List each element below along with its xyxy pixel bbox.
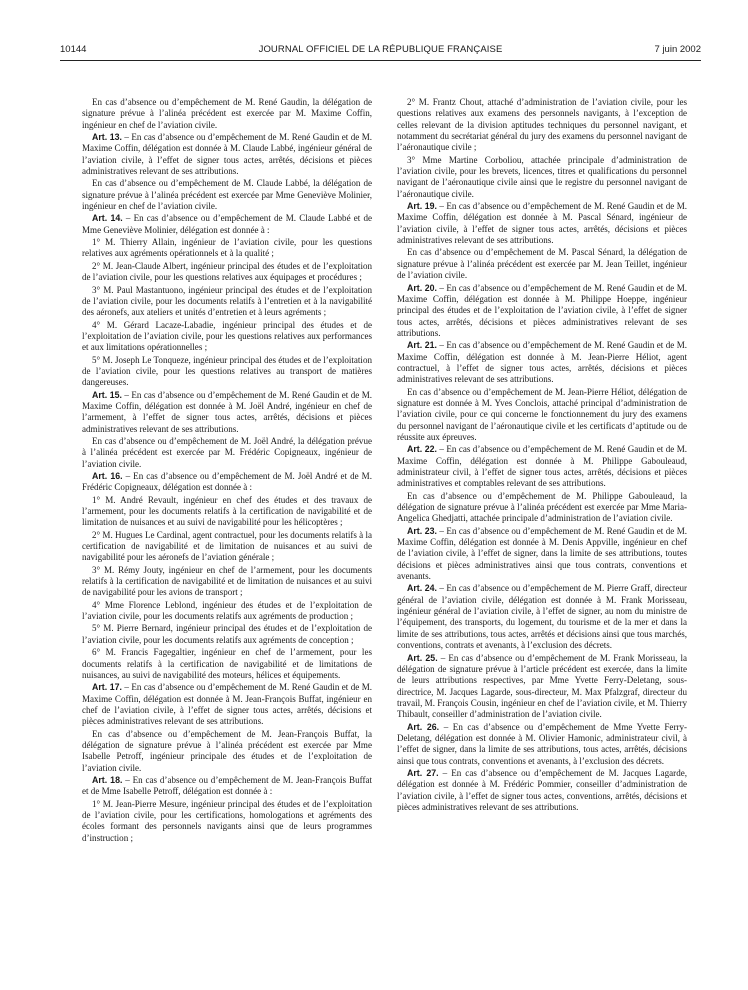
page-number: 10144	[60, 44, 87, 55]
article-number: Art. 22.	[407, 444, 437, 455]
paragraph	[82, 729, 372, 774]
article-number: Art. 19.	[407, 201, 437, 212]
article-number: Art. 26.	[407, 721, 440, 732]
paragraph-text: – En cas d’absence ou d’empêchement de M. Jacques Lagarde, délégation est donnée à M. Frédéric Pommier, conseiller d’administration de l’aviation civile, à l’effet de signer tous actes, conventions, arrêtés, décisions et pièces administratives relevant de ses attributions.	[397, 767, 687, 812]
paragraph-text: – En cas d’absence ou d’empêchement de M. Pierre Graff, directeur général de l’aviation civile, délégation est donnée à M. Frank Morisseau, ingénieur général de l’aviation civile, à l’effet de signer, au nom du ministre de l’équipement, des transports, du logement, du tourisme et de la mer et dans la limite de ses attributions, tous actes, arrêtés et décisions ainsi que tous marchés, conventions, contrats et avenants, à l’exclusion des décrets.	[397, 583, 687, 651]
paragraph-text: En cas d’absence ou d’empêchement de M. René Gaudin, la délégation de signature prévue à l’alinéa précédent est exercée par M. Maxime Coffin, ingénieur en chef de l’aviation civile.	[82, 97, 372, 130]
paragraph-text: En cas d’absence ou d’empêchement de M. Pascal Sénard, la délégation de signature prévue à l’alinéa précédent est exercée par M. Jean Teillet, ingénieur de l’aviation civile.	[397, 247, 687, 281]
paragraph	[397, 387, 687, 444]
paragraph-text: 3° Mme Martine Corboliou, attachée principale d’administration de l’aviation civile, pour les brevets, licences, titres et qualifications du personnel navigant de l’aéronautique civile ainsi que le registre du personnel navigant de l’aéronautique civile.	[397, 154, 687, 199]
paragraph	[82, 320, 372, 354]
issue-date: 7 juin 2002	[654, 44, 701, 55]
article-number: Art. 18.	[92, 774, 123, 785]
paragraph-text: En cas d’absence ou d’empêchement de M. Jean-François Buffat, la délégation de signature prévue à l’alinéa précédent est exercée par Mme Isabelle Petroff, ingénieur principale des études et de l’exploitation de l’aviation civile.	[82, 728, 372, 773]
paragraph-text: 4° M. Gérard Lacaze-Labadie, ingénieur principal des études et de l’exploitation de l’aviation civile, pour les questions relatives aux performances et aux limitations opérationnelles ;	[82, 319, 372, 353]
article-number: Art. 14.	[92, 213, 123, 224]
paragraph	[82, 565, 372, 599]
article-number: Art. 21.	[407, 340, 437, 351]
paragraph-text: 1° M. André Revault, ingénieur en chef des études et des travaux de l’armement, pour les documents relatifs à la certification de navigabilité et de limitation de nuisances et au suivi de navigabilité pour les hélicoptères ;	[82, 494, 372, 528]
paragraph	[82, 97, 372, 131]
paragraph-text: 3° M. Paul Mastantuono, ingénieur principal des études et de l’exploitation de l’aviation civile, pour les documents relatifs à l’entretien et à la navigabilité des aéronefs, aux ateliers et unités d’entretien et à leurs agréments ;	[82, 284, 372, 318]
article-number: Art. 27.	[407, 767, 439, 778]
paragraph-text: 5° M. Pierre Bernard, ingénieur principal des études et de l’exploitation de l’aviation civile, pour les documents relatifs aux agréments de conception ;	[82, 623, 372, 645]
paragraph	[82, 799, 372, 844]
paragraph-text: – En cas d’absence ou d’empêchement de M. René Gaudin et de M. Maxime Coffin, délégation est donnée à M. Denis Appville, ingénieur en chef de l’aviation civile, à l’effet de signer, dans la limite de ses attributions, toutes décisions et pièces administratives ainsi que tous contrats, conventions et avenants.	[397, 525, 687, 582]
article-paragraph	[82, 390, 372, 435]
article-paragraph	[397, 444, 687, 489]
paragraph-text: – En cas d’absence ou d’empêchement de M. Claude Labbé et de Mme Geneviève Molinier, délégation est donnée à :	[82, 213, 372, 235]
left-column	[82, 97, 372, 845]
paragraph-text: – En cas d’absence ou d’empêchement de M. René Gaudin et de M. Maxime Coffin, délégation est donnée à M. Joël André, ingénieur en chef de l’armement, à l’effet de signer tous actes, arrêtés, décisions et pièces administratives relevant de ses attributions.	[82, 389, 372, 434]
paragraph-text: 2° M. Jean-Claude Albert, ingénieur principal des études et de l’exploitation de l’aviation civile, pour les questions relatives aux équipages et procédures ;	[82, 260, 372, 283]
article-number: Art. 17.	[92, 682, 122, 693]
paragraph-text: 4° Mme Florence Leblond, ingénieur des études et de l’exploitation de l’aviation civile, pour les documents relatifs aux agréments de production ;	[82, 599, 372, 622]
paragraph	[82, 600, 372, 623]
paragraph-text: 1° M. Jean-Pierre Mesure, ingénieur principal des études et de l’exploitation de l’aviation civile, pour les certifications, homologations et agréments des écoles formant des personnels navigants ainsi que de leurs programmes d’instruction ;	[82, 798, 372, 843]
article-paragraph	[82, 471, 372, 494]
article-number: Art. 23.	[407, 525, 437, 536]
article-number: Art. 24.	[407, 583, 437, 594]
article-number: Art. 15.	[92, 389, 122, 400]
article-number: Art. 20.	[407, 282, 437, 293]
article-paragraph	[82, 682, 372, 727]
paragraph-text: – En cas d’absence ou d’empêchement de Mme Yvette Ferry-Deletang, délégation est donnée à M. Olivier Hamonic, administrateur civil, à l’effet de signer, dans la limite de ses attributions, tous actes, arrêtés, décisions ainsi que tous contrats, conventions et avenants, à l’exclusion des décrets.	[397, 721, 688, 766]
paragraph-text: En cas d’absence ou d’empêchement de M. Claude Labbé, la délégation de signature prévue à l’alinéa précédent est exercée par Mme Geneviève Molinier, ingénieur en chef de l’aviation civile.	[82, 178, 372, 212]
paragraph	[397, 247, 687, 281]
article-number: Art. 25.	[407, 652, 438, 663]
journal-title: JOURNAL OFFICIEL DE LA RÉPUBLIQUE FRANÇAISE	[258, 44, 503, 55]
paragraph-text: 2° M. Frantz Chout, attaché d’administration de l’aviation civile, pour les questions relatives aux examens des personnels navigants, à l’exception de celles relevant de la division aptitudes techniques du personnel navigant, et notamment du secrétariat général du jury des examens du personnel navigant de l’aéronautique civile ;	[397, 97, 687, 153]
paragraph-text: En cas d’absence ou d’empêchement de M. Philippe Gabouleaud, la délégation de signature prévue à l’alinéa précédent est exercée par Mme Maria-Angelica Ghedjatti, attachée principale d’administration de l’aviation civile.	[397, 490, 687, 524]
paragraph-text: – En cas d’absence ou d’empêchement de M. Jean-François Buffat et de Mme Isabelle Petroff, délégation est donnée à :	[82, 774, 372, 797]
paragraph-text: En cas d’absence ou d’empêchement de M. Joël André, la délégation prévue à l’alinéa précédent est exercée par M. Frédéric Copigneaux, ingénieur de l’aviation civile.	[82, 435, 372, 469]
article-paragraph	[397, 583, 687, 651]
right-column	[397, 97, 687, 814]
article-paragraph	[397, 526, 687, 583]
paragraph	[82, 647, 372, 681]
paragraph-text: – En cas d’absence ou d’empêchement de M. René Gaudin et de M. Maxime Coffin, délégation est donnée à M. Philippe Hoeppe, ingénieur principal des études et de l’exploitation de l’aviation civile, à l’effet de signer tous actes, arrêtés, décisions et pièces administratives relevant de ses attributions.	[397, 282, 687, 338]
paragraph	[397, 97, 687, 154]
header-rule	[60, 60, 701, 61]
paragraph-text: En cas d’absence ou d’empêchement de M. Jean-Pierre Héliot, délégation de signature est donnée à M. Yves Conclois, attaché principal d’administration de l’aviation civile, pour ce qui concerne le fonctionnement du jury des examens du personnel navigant de l’aéronautique civile et les certificats d’aptitude ou de réussite aux épreuves.	[397, 386, 687, 442]
paragraph-text: – En cas d’absence ou d’empêchement de M. Frank Morisseau, la délégation de signature prévue à l’article précédent est exercée, dans la limite de leurs attributions respectives, par Mme Yvette Ferry-Deletang, sous-directrice, M. Jacques Lagarde, sous-directeur, M. Max Pfalzgraf, directeur du travail, M. François Cousin, ingénieur en chef de l’aviation civile, et M. Thierry Thibault, conseiller d’administration de l’aviation civile.	[397, 652, 687, 720]
paragraph-text: – En cas d’absence ou d’empêchement de M. Joël André et de M. Frédéric Copigneaux, délégation est donnée à :	[82, 471, 372, 493]
paragraph-text: – En cas d’absence ou d’empêchement de M. René Gaudin et de M. Maxime Coffin, délégation est donnée à M. Claude Labbé, ingénieur général de l’aviation civile, à l’effet de signer tous actes, arrêtés, décisions et pièces administratives relevant de ses attributions.	[82, 132, 372, 177]
paragraph-text: – En cas d’absence ou d’empêchement de M. René Gaudin et de M. Maxime Coffin, délégation est donnée à M. Pascal Sénard, ingénieur de l’aviation civile, à l’effet de signer tous actes, arrêtés, décisions et pièces administratives relevant de ses attributions.	[397, 201, 687, 246]
paragraph	[82, 261, 372, 284]
paragraph-text: 3° M. Rémy Jouty, ingénieur en chef de l’armement, pour les documents relatifs à la certification de navigabilité et de limitation de nuisances et au suivi de navigabilité pour les avions de transport ;	[82, 564, 372, 598]
article-paragraph	[82, 132, 372, 177]
paragraph-text: – En cas d’absence ou d’empêchement de M. René Gaudin et de M. Maxime Coffin, délégation est donnée à M. Jean-Pierre Héliot, agent contractuel, à l’effet de signer tous actes, arrêtés, décisions et pièces administratives relevant de ses attributions.	[397, 340, 687, 385]
paragraph-text: 1° M. Thierry Allain, ingénieur de l’aviation civile, pour les questions relatives aux agréments opérationnels et à la qualité ;	[82, 237, 372, 259]
article-paragraph	[397, 201, 687, 246]
paragraph-text: 2° M. Hugues Le Cardinal, agent contractuel, pour les documents relatifs à la certification de navigabilité et de limitation de nuisances et au suivi de navigabilité pour les aéronefs de l’aviation générale ;	[82, 529, 372, 563]
paragraph	[82, 623, 372, 646]
paragraph	[82, 355, 372, 389]
article-paragraph	[397, 722, 687, 767]
article-paragraph	[82, 775, 372, 798]
paragraph	[82, 237, 372, 260]
paragraph	[82, 436, 372, 470]
paragraph	[82, 178, 372, 212]
paragraph	[397, 155, 687, 200]
article-number: Art. 16.	[92, 471, 123, 481]
article-paragraph	[82, 213, 372, 236]
page-header	[60, 44, 701, 58]
article-number: Art. 13.	[92, 132, 122, 143]
paragraph	[82, 530, 372, 564]
article-paragraph	[397, 653, 687, 721]
paragraph	[397, 491, 687, 525]
article-paragraph	[397, 768, 687, 813]
paragraph	[82, 495, 372, 529]
article-paragraph	[397, 283, 687, 340]
paragraph-text: – En cas d’absence ou d’empêchement de M. René Gaudin et de M. Maxime Coffin, délégation est donnée à M. Philippe Gabouleaud, administrateur civil, à l’effet de signer tous actes, arrêtés, décisions et pièces administratives et comptables relevant de ses attributions.	[397, 444, 687, 489]
paragraph-text: – En cas d’absence ou d’empêchement de M. René Gaudin et de M. Maxime Coffin, délégation est donnée à M. Jean-François Buffat, ingénieur en chef de l’aviation civile, à l’effet de signer tous actes, arrêtés, décisions et pièces administratives relevant de ses attributions.	[82, 682, 372, 727]
paragraph-text: 5° M. Joseph Le Tonqueze, ingénieur principal des études et de l’exploitation de l’aviation civile, pour les questions relatives au transport de matières dangereuses.	[82, 354, 372, 388]
paragraph-text: 6° M. Francis Fagegaltier, ingénieur en chef de l’armement, pour les documents relatifs à la certification de navigabilité et de limitations de nuisances, au suivi de navigabilité des moteurs, hélices et équipements.	[82, 647, 372, 680]
article-paragraph	[397, 340, 687, 385]
paragraph	[82, 285, 372, 319]
